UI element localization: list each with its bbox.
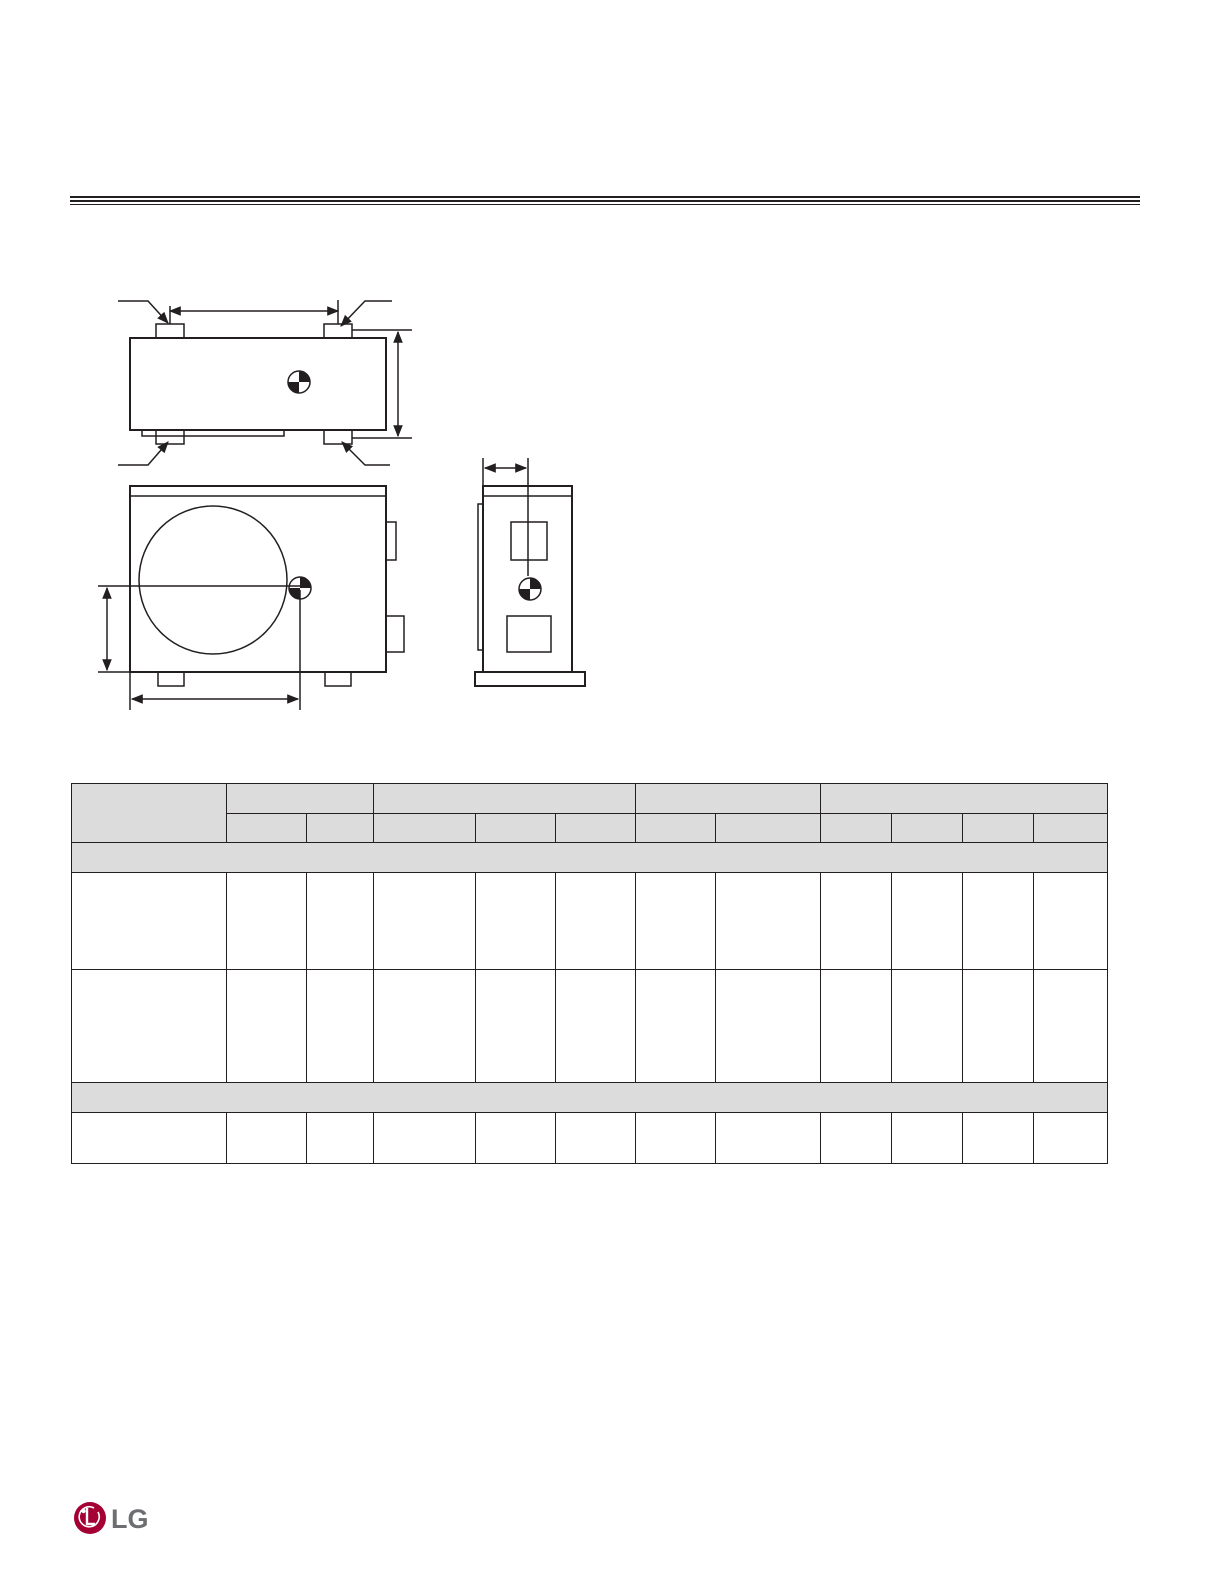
section-label — [72, 843, 1108, 873]
specification-table — [71, 783, 1108, 1164]
table-cell — [716, 873, 821, 970]
table-cell — [374, 1113, 476, 1164]
side-view — [475, 458, 585, 686]
subheader-cell — [476, 814, 556, 843]
center-of-gravity-icon — [289, 577, 311, 599]
table-row — [72, 873, 1108, 970]
table-cell — [716, 970, 821, 1083]
table-header-row — [72, 784, 1108, 814]
table-cell — [374, 970, 476, 1083]
logo-text: LG — [111, 1504, 149, 1534]
section-row — [72, 843, 1108, 873]
table-cell — [476, 1113, 556, 1164]
table-cell — [892, 970, 963, 1083]
table-cell — [821, 1113, 892, 1164]
subheader-cell — [892, 814, 963, 843]
table-cell — [1034, 873, 1108, 970]
table-cell — [963, 873, 1034, 970]
table-cell — [374, 873, 476, 970]
section-label — [72, 1083, 1108, 1113]
table-cell — [892, 873, 963, 970]
header-rule — [70, 196, 1140, 206]
table-cell — [307, 873, 374, 970]
table-cell — [307, 1113, 374, 1164]
header-group-cell — [374, 784, 636, 814]
table-cell — [1034, 1113, 1108, 1164]
center-of-gravity-icon — [519, 578, 541, 600]
subheader-cell — [716, 814, 821, 843]
top-view — [118, 300, 412, 465]
header-group-cell — [227, 784, 374, 814]
table-cell — [1034, 970, 1108, 1083]
subheader-cell — [556, 814, 636, 843]
row-label — [72, 970, 227, 1083]
table-cell — [963, 970, 1034, 1083]
table-cell — [636, 1113, 716, 1164]
table-cell — [227, 873, 307, 970]
table-cell — [821, 873, 892, 970]
table-cell — [892, 1113, 963, 1164]
table-row — [72, 1113, 1108, 1164]
table-cell — [556, 1113, 636, 1164]
center-of-gravity-icon — [288, 371, 310, 393]
header-corner-cell — [72, 784, 227, 843]
table-cell — [716, 1113, 821, 1164]
subheader-cell — [636, 814, 716, 843]
subheader-cell — [307, 814, 374, 843]
subheader-cell — [821, 814, 892, 843]
table-cell — [227, 970, 307, 1083]
subheader-cell — [963, 814, 1034, 843]
lg-logo — [73, 1500, 163, 1536]
table-row — [72, 970, 1108, 1083]
table-cell — [963, 1113, 1034, 1164]
table-cell — [556, 970, 636, 1083]
table-subheader-row — [72, 814, 1108, 843]
table-cell — [636, 873, 716, 970]
unit-dimension-drawing — [90, 290, 600, 720]
table-cell — [821, 970, 892, 1083]
dimension-drawing-svg — [90, 290, 600, 720]
subheader-cell — [374, 814, 476, 843]
table-cell — [476, 970, 556, 1083]
subheader-cell — [1034, 814, 1108, 843]
section-row — [72, 1083, 1108, 1113]
table-cell — [476, 873, 556, 970]
table-cell — [227, 1113, 307, 1164]
row-label — [72, 1113, 227, 1164]
subheader-cell — [227, 814, 307, 843]
header-group-cell — [821, 784, 1108, 814]
table-cell — [636, 970, 716, 1083]
front-view — [98, 486, 404, 710]
row-label — [72, 873, 227, 970]
table-cell — [307, 970, 374, 1083]
table-cell — [556, 873, 636, 970]
header-group-cell — [636, 784, 821, 814]
